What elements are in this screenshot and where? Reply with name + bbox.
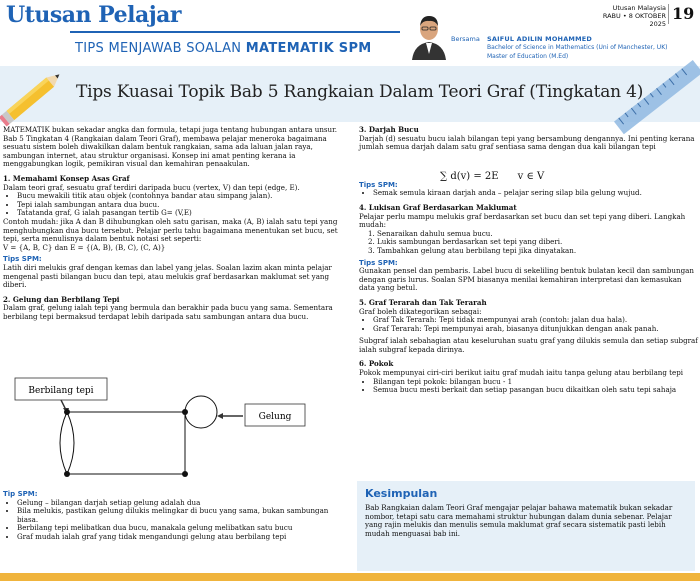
list-item: • Bilangan tepi pokok: bilangan bucu - 1 <box>373 378 699 387</box>
pencil-icon <box>0 62 74 132</box>
author-credential-2: Master of Education (M.Ed) <box>487 53 569 60</box>
list-item: 1. Senaraikan dahulu semua bucu. <box>377 230 699 239</box>
list-item: • Semak semula kiraan darjah anda – pelajar sering silap bila gelung wujud. <box>373 189 699 198</box>
tip-label: Tip SPM: <box>3 490 38 498</box>
conclusion-body: Bab Rangkaian dalam Teori Graf mengajar pelajar bahawa matematik bukan sekadar nombor, tetapi satu cara memahami struktur hubungan dalam dunia sebenar. Pelajar yang rajin melukis dan menulis semula maklumat graf secara sistematik pasti lebih mudah menguasai bab ini. <box>365 503 673 538</box>
section-4-title: 4. Lukisan Graf Berdasarkan Maklumat <box>359 202 517 212</box>
tip-text: Gunakan pensel dan pembaris. Label bucu di sekeliling bentuk bulatan kecil dan sambungan dengan garis lurus. Soalan SPM biasanya menilai kemahiran interpretasi dan kemasukan data yang betul. <box>359 266 694 293</box>
section-1-list <box>3 192 351 218</box>
list-item: • Berbilang tepi melibatkan dua bucu, manakala gelung melibatkan satu bucu <box>17 524 351 533</box>
edge-right <box>67 412 74 474</box>
section-4-text: Pelajar perlu mampu melukis graf berdasarkan set bucu dan set tepi yang diberi. Langkah mudah: <box>359 211 686 230</box>
publication-name: Utusan Malaysia <box>612 4 666 12</box>
graph-diagram <box>5 370 345 490</box>
tip-label: Tips SPM: <box>359 258 398 267</box>
vertex-right-bottom <box>182 471 188 477</box>
meta-divider <box>668 4 669 24</box>
tip-label: Tips SPM: <box>3 255 42 264</box>
list-item: • Gelung – bilangan darjah setiap gelung adalah dua <box>17 499 351 508</box>
footer-bar <box>0 573 700 581</box>
list-item: • Graf Tak Terarah: Tepi tidak mempunyai arah (contoh: jalan dua hala). <box>373 316 699 325</box>
section-3-text: Darjah (d) sesuatu bucu ialah bilangan tepi yang bersambung dengannya. Ini penting kerana jumlah semua darjah dalam satu graf sentiasa sama dengan dua kali bilangan tepi <box>359 133 695 152</box>
list-item: • Tepi ialah sambungan antara dua bucu. <box>17 201 351 210</box>
list-item: • Semua bucu mesti berkait dan setiap pasangan bucu dikaitkan oleh satu tepi sahaja <box>373 386 699 395</box>
author-credential-1: Bachelor of Science in Mathematics (Uni of Manchester, UK) <box>487 44 668 51</box>
page-number: 19 <box>672 4 695 23</box>
issue-meta <box>600 4 666 28</box>
section-5-title: 5. Graf Terarah dan Tak Terarah <box>359 297 487 307</box>
section-2-title: 2. Gelung dan Berbilang Tepi <box>3 294 120 304</box>
section-4-steps <box>359 230 699 256</box>
tip3-list <box>359 189 699 198</box>
section-5-list <box>359 316 699 333</box>
masthead-logo: Utusan Pelajar <box>6 2 182 28</box>
section-1-text: Dalam teori graf, sesuatu graf terdiri daripada bucu (vertex, V) dan tepi (edge, E). <box>3 182 300 192</box>
tip2-list <box>3 499 351 542</box>
section-5-text: Graf boleh dikategorikan sebagai: <box>359 306 482 316</box>
loop-label: Gelung <box>258 412 292 422</box>
list-item: • Bila melukis, pastikan gelung dilukis melingkar di bucu yang sama, bukan sambungan biasa. <box>17 507 351 524</box>
author-name: SAIFUL ADILIN MOHAMMED <box>487 35 592 43</box>
issue-date: RABU • 8 OKTOBER 2025 <box>602 12 666 28</box>
edge-left <box>60 412 67 474</box>
section-6-list <box>359 378 699 395</box>
tip-text: Latih diri melukis graf dengan kemas dan label yang jelas. Soalan lazim akan minta pelajar mengenal pasti bilangan bucu dan tepi, atau melukis graf berdasarkan maklumat set yang diberi. <box>3 262 332 290</box>
series-prefix: TIPS MENJAWAB SOALAN <box>75 41 246 56</box>
conclusion-title: Kesimpulan <box>365 487 438 500</box>
conclusion-box <box>357 481 695 571</box>
series-heading <box>75 41 372 56</box>
list-item: • Graf mudah ialah graf yang tidak mengandungi gelung atau berbilang tepi <box>17 533 351 542</box>
section-3-title: 3. Darjah Bucu <box>359 125 419 134</box>
list-item: 2. Lukis sambungan berdasarkan set tepi yang diberi. <box>377 238 699 247</box>
loop-edge <box>185 396 217 428</box>
article-title: Tips Kuasai Topik Bab 5 Rangkaian Dalam Teori Graf (Tingkatan 4) <box>76 82 644 102</box>
bersama-label: Bersama <box>451 35 480 43</box>
intro-paragraph: MATEMATIK bukan sekadar angka dan formula, tetapi juga tentang hubungan antara unsur. Bab 5 Tingkatan 4 (Rangkaian dalam Teori Graf), membawa pelajar meneroka bagaimana sesuatu sistem boleh diwakilkan dalam bentuk rangkaian, sama ada laluan jalan raya, sambungan internet, atau struktur organisasi. Konsep ini amat penting kerana ia menggabungkan logik, pemikiran visual dan kemahiran penaakulan. <box>3 125 337 169</box>
list-item: 3. Tambahkan gelung atau berbilang tepi jika dinyatakan. <box>377 247 699 256</box>
left-column <box>3 126 351 321</box>
section-6-title: 6. Pokok <box>359 359 394 369</box>
list-item: • Graf Terarah: Tepi mempunyai arah, biasanya ditunjukkan dengan anak panah. <box>373 325 699 334</box>
section-6-text: Pokok mempunyai ciri-ciri berikut iaitu graf mudah iaitu tanpa gelung atau berbilang tepi <box>359 368 684 378</box>
multi-edge-label: Berbilang tepi <box>28 386 94 396</box>
section-1-example: Contoh mudah: jika A dan B dihubungkan oleh satu garisan, maka (A, B) ialah satu tepi yang menghubungkan dua bucu tersebut. Pelajar perlu tahu bagaimana menentukan set bucu, set tepi, serta menulisnya dalam bentuk notasi set seperti: <box>3 216 338 244</box>
section-1-title: 1. Memahami Konsep Asas Graf <box>3 173 130 183</box>
list-item: • Tatatanda graf, G ialah pasangan tertib G= (V,E) <box>17 209 351 218</box>
right-column <box>359 126 699 395</box>
masthead-rule <box>70 31 400 33</box>
list-item: • Bucu mewakili titik atau objek (contohnya bandar atau simpang jalan). <box>17 192 351 201</box>
set-notation: V = {A, B, C} dan E = {(A, B), (B, C), (C, A)} <box>3 242 166 252</box>
tip2-block <box>3 490 351 542</box>
author-photo <box>410 10 448 60</box>
degree-sum-formula: ∑ d(v) = 2E v ∈ V <box>440 171 545 182</box>
section-2-text: Dalam graf, gelung ialah tepi yang bermula dan berakhir pada bucu yang sama. Sementara berbilang tepi bermaksud terdapat lebih daripada satu sambungan antara dua bucu. <box>3 303 333 321</box>
subgraf-definition: Subgraf ialah sebahagian atau keseluruhan suatu graf yang dilukis semula dan setiap subgraf ialah subgraf kepada dirinya. <box>359 336 698 354</box>
series-subject: MATEMATIK SPM <box>245 41 372 56</box>
tip-label: Tips SPM: <box>359 180 398 189</box>
